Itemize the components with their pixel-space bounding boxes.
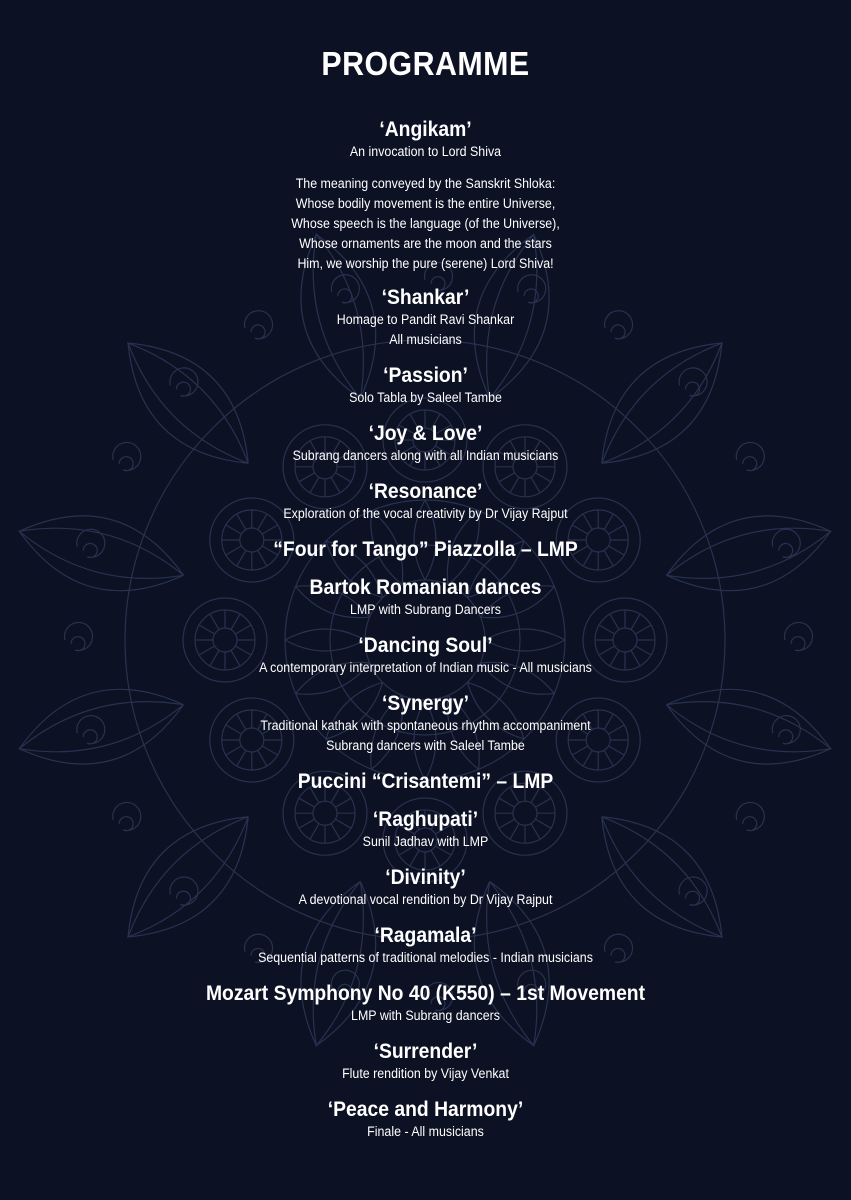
programme-content (0, 44, 851, 1142)
programme-item-bartok (0, 576, 851, 620)
programme-item-angikam (0, 118, 851, 274)
shloka-block (0, 174, 851, 274)
shloka-line: Him, we worship the pure (serene) Lord Shiva! (297, 256, 554, 271)
item-title: ‘Shankar’ (381, 286, 470, 309)
page-title: PROGRAMME (321, 45, 530, 82)
programme-item-passion (0, 364, 851, 408)
shloka-line: The meaning conveyed by the Sanskrit Shloka: (295, 176, 556, 191)
item-description: Solo Tabla by Saleel Tambe (349, 390, 502, 405)
item-title: ‘Synergy’ (382, 692, 469, 715)
item-description: An invocation to Lord Shiva (349, 144, 502, 159)
programme-item-resonance (0, 480, 851, 524)
item-description: Subrang dancers with Saleel Tambe (326, 738, 525, 753)
item-description: A devotional vocal rendition by Dr Vijay Rajput (298, 892, 553, 907)
shloka-line: Whose speech is the language (of the Universe), (291, 216, 560, 231)
item-description: LMP with Subrang Dancers (350, 602, 501, 617)
item-title: ‘Divinity’ (385, 866, 466, 889)
item-description: Exploration of the vocal creativity by Dr Vijay Rajput (283, 506, 568, 521)
item-title: ‘Surrender’ (373, 1040, 478, 1063)
programme-item-dancing-soul (0, 634, 851, 678)
item-description: Flute rendition by Vijay Venkat (342, 1066, 509, 1081)
item-title: ‘Resonance’ (368, 480, 483, 503)
programme-item-mozart (0, 982, 851, 1026)
programme-item-peace-harmony (0, 1098, 851, 1142)
item-description: All musicians (389, 332, 462, 347)
programme-item-surrender (0, 1040, 851, 1084)
item-description: Sequential patterns of traditional melodies - Indian musicians (258, 950, 593, 965)
item-description: Traditional kathak with spontaneous rhythm accompaniment (260, 718, 591, 733)
item-title: “Four for Tango” Piazzolla – LMP (273, 538, 578, 561)
programme-item-joy-love (0, 422, 851, 466)
programme-item-synergy (0, 692, 851, 756)
programme-item-ragamala (0, 924, 851, 968)
programme-item-divinity (0, 866, 851, 910)
item-title: ‘Passion’ (383, 364, 468, 387)
programme-item-shankar (0, 286, 851, 350)
item-title: Mozart Symphony No 40 (K550) – 1st Movement (205, 982, 646, 1005)
item-title: ‘Peace and Harmony’ (327, 1098, 524, 1121)
programme-item-raghupati (0, 808, 851, 852)
item-description: Homage to Pandit Ravi Shankar (336, 312, 515, 327)
item-description: LMP with Subrang dancers (351, 1008, 500, 1023)
item-description: Subrang dancers along with all Indian musicians (292, 448, 559, 463)
shloka-line: Whose bodily movement is the entire Universe, (295, 196, 556, 211)
item-title: Bartok Romanian dances (309, 576, 542, 599)
item-description: A contemporary interpretation of Indian music - All musicians (259, 660, 592, 675)
item-description: Sunil Jadhav with LMP (362, 834, 489, 849)
item-title: ‘Raghupati’ (372, 808, 479, 831)
item-description: Finale - All musicians (367, 1124, 484, 1139)
shloka-line: Whose ornaments are the moon and the stars (299, 236, 552, 251)
programme-item-four-for-tango (0, 538, 851, 562)
item-title: ‘Ragamala’ (374, 924, 477, 947)
programme-item-puccini (0, 770, 851, 794)
item-title: Puccini “Crisantemi” – LMP (297, 770, 554, 793)
item-title: ‘Angikam’ (379, 118, 472, 141)
item-title: ‘Joy & Love’ (368, 422, 483, 445)
item-title: ‘Dancing Soul’ (358, 634, 493, 657)
